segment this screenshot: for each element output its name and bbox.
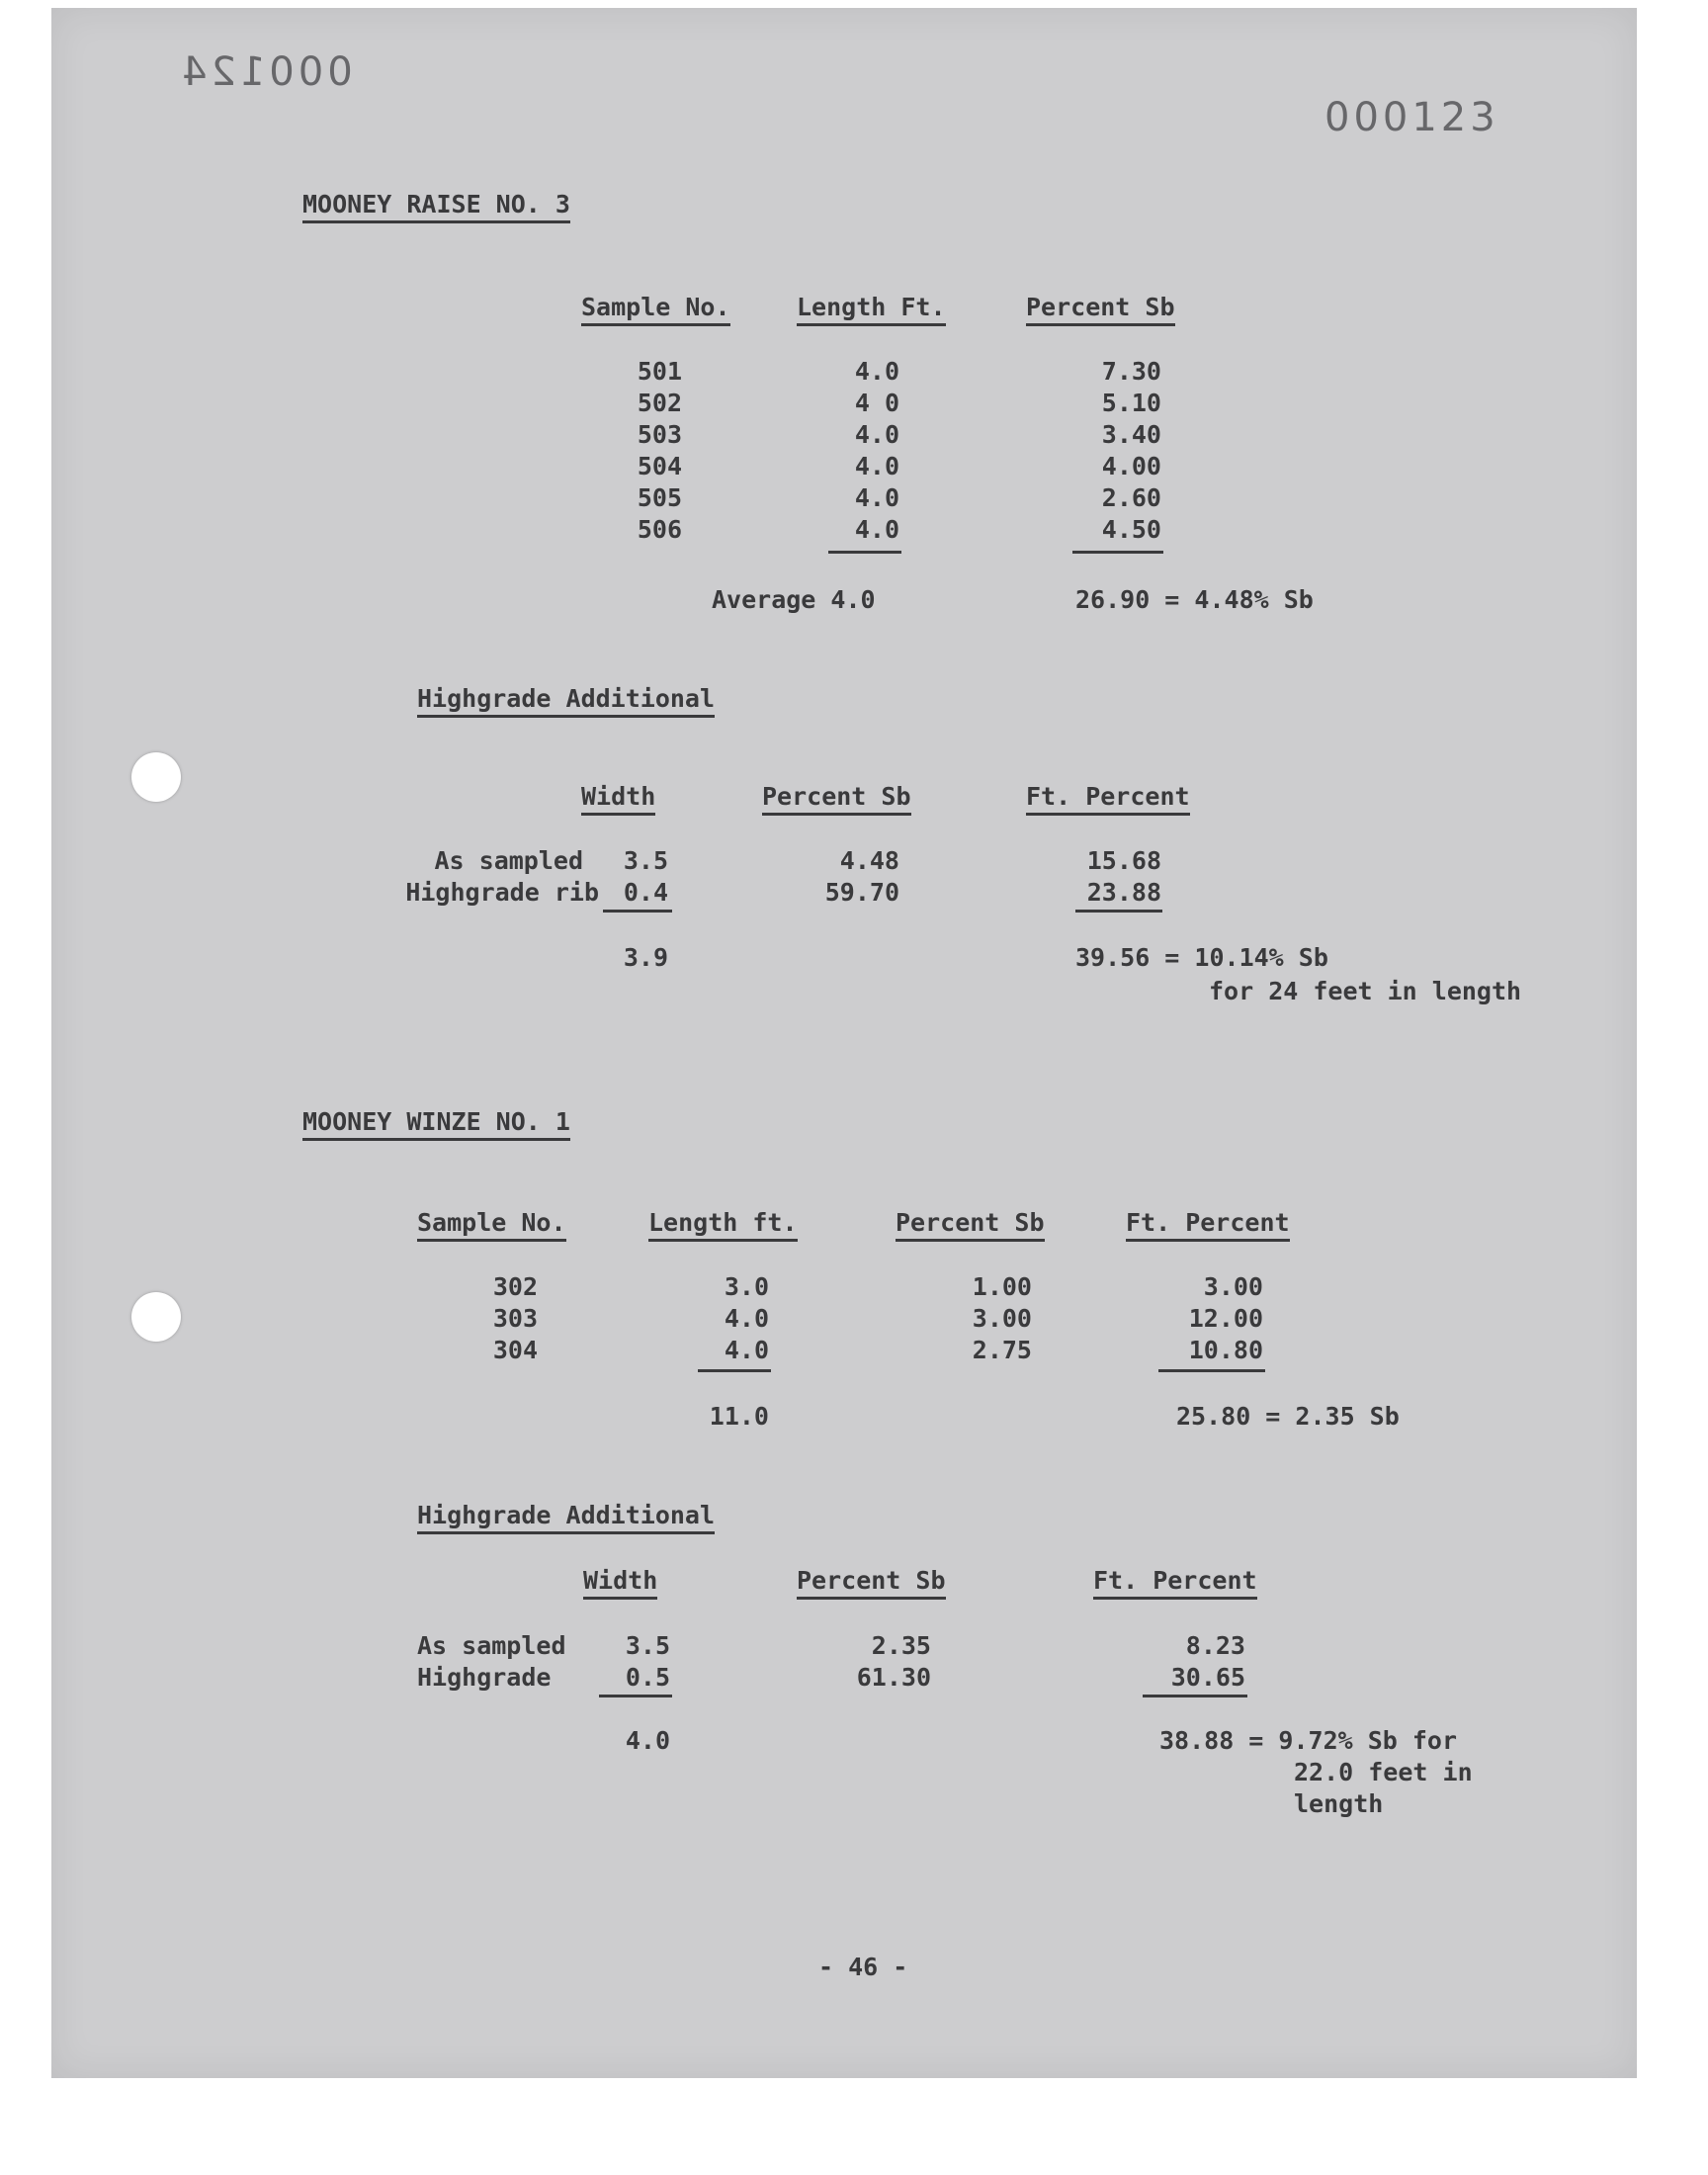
- percent-value: 5.10: [1101, 389, 1161, 417]
- length-value: 4.0: [854, 357, 899, 386]
- col-header-sample: Sample No.: [581, 293, 730, 326]
- sample-number: 302: [492, 1272, 538, 1301]
- sum-rule: [1072, 551, 1163, 554]
- average-label: Average 4.0: [712, 585, 876, 614]
- col-header-length: Length ft.: [648, 1208, 798, 1242]
- result-line: 22.0 feet in: [1294, 1758, 1473, 1786]
- sample-number: 506: [637, 515, 682, 544]
- result-line: 38.88 = 9.72% Sb for: [1159, 1726, 1458, 1755]
- percent-value: 1.00: [972, 1272, 1032, 1301]
- row-label: Highgrade: [417, 1663, 552, 1692]
- section-title: MOONEY RAISE NO. 3: [302, 190, 570, 223]
- mirrored-bates-stamp: 000124: [178, 49, 353, 95]
- percent-value: 2.75: [972, 1336, 1032, 1364]
- sample-number: 505: [637, 483, 682, 512]
- length-value: 4.0: [854, 452, 899, 480]
- percent-value: 2.35: [871, 1631, 931, 1660]
- percent-value: 4.48: [839, 846, 899, 875]
- row-label: Highgrade rib: [405, 878, 599, 907]
- ft-percent-value: 23.88: [1086, 878, 1161, 907]
- sum-rule: [603, 910, 672, 913]
- col-header-ft-percent: Ft. Percent: [1093, 1566, 1257, 1600]
- length-value: 4.0: [854, 515, 899, 544]
- col-header-length: Length Ft.: [797, 293, 946, 326]
- sum-rule: [1158, 1369, 1265, 1372]
- punch-hole-upper: [131, 752, 181, 802]
- sample-number: 504: [637, 452, 682, 480]
- sample-number: 304: [492, 1336, 538, 1364]
- sum-rule: [1143, 1695, 1247, 1697]
- width-value: 3.5: [625, 1631, 670, 1660]
- ft-percent-value: 15.68: [1086, 846, 1161, 875]
- total-result: 26.90 = 4.48% Sb: [1075, 585, 1314, 614]
- subsection-title: Highgrade Additional: [417, 684, 715, 718]
- section-title: MOONEY WINZE NO. 1: [302, 1107, 570, 1141]
- percent-value: 7.30: [1101, 357, 1161, 386]
- col-header-percent: Percent Sb: [797, 1566, 946, 1600]
- result-line: length: [1294, 1789, 1384, 1818]
- row-label: As sampled: [417, 1631, 566, 1660]
- col-header-percent: Percent Sb: [1026, 293, 1175, 326]
- sum-rule: [599, 1695, 672, 1697]
- sum-rule: [828, 551, 901, 554]
- length-total: 11.0: [709, 1402, 769, 1431]
- ft-percent-value: 8.23: [1185, 1631, 1245, 1660]
- col-header-ft-percent: Ft. Percent: [1126, 1208, 1290, 1242]
- width-value: 0.5: [625, 1663, 670, 1692]
- punch-hole-lower: [131, 1292, 181, 1342]
- length-value: 4.0: [854, 483, 899, 512]
- length-value: 4 0: [854, 389, 899, 417]
- col-header-width: Width: [583, 1566, 657, 1600]
- subsection-title: Highgrade Additional: [417, 1501, 715, 1534]
- result-line: for 24 feet in length: [1209, 977, 1522, 1005]
- ft-percent-value: 3.00: [1203, 1272, 1263, 1301]
- ft-percent-value: 10.80: [1188, 1336, 1263, 1364]
- total-result: 25.80 = 2.35 Sb: [1176, 1402, 1400, 1431]
- page-number: - 46 -: [818, 1953, 908, 1981]
- col-header-width: Width: [581, 782, 655, 816]
- col-header-ft-percent: Ft. Percent: [1026, 782, 1190, 816]
- percent-value: 61.30: [856, 1663, 931, 1692]
- col-header-percent: Percent Sb: [896, 1208, 1045, 1242]
- percent-value: 4.50: [1101, 515, 1161, 544]
- percent-value: 59.70: [824, 878, 899, 907]
- percent-value: 4.00: [1101, 452, 1161, 480]
- percent-value: 3.00: [972, 1304, 1032, 1333]
- row-label: As sampled: [434, 846, 583, 875]
- result-line: 39.56 = 10.14% Sb: [1075, 943, 1328, 972]
- length-value: 4.0: [724, 1304, 769, 1333]
- sample-number: 502: [637, 389, 682, 417]
- width-value: 3.5: [623, 846, 668, 875]
- length-value: 3.0: [724, 1272, 769, 1301]
- length-value: 4.0: [854, 420, 899, 449]
- percent-value: 3.40: [1101, 420, 1161, 449]
- width-total: 4.0: [625, 1726, 670, 1755]
- length-value: 4.0: [724, 1336, 769, 1364]
- percent-value: 2.60: [1101, 483, 1161, 512]
- ft-percent-value: 12.00: [1188, 1304, 1263, 1333]
- col-header-percent: Percent Sb: [762, 782, 911, 816]
- width-total: 3.9: [623, 943, 668, 972]
- col-header-sample: Sample No.: [417, 1208, 566, 1242]
- sample-number: 501: [637, 357, 682, 386]
- width-value: 0.4: [623, 878, 668, 907]
- sample-number: 503: [637, 420, 682, 449]
- sum-rule: [698, 1369, 771, 1372]
- sum-rule: [1075, 910, 1162, 913]
- ft-percent-value: 30.65: [1170, 1663, 1245, 1692]
- bates-stamp: 000123: [1324, 95, 1499, 140]
- sample-number: 303: [492, 1304, 538, 1333]
